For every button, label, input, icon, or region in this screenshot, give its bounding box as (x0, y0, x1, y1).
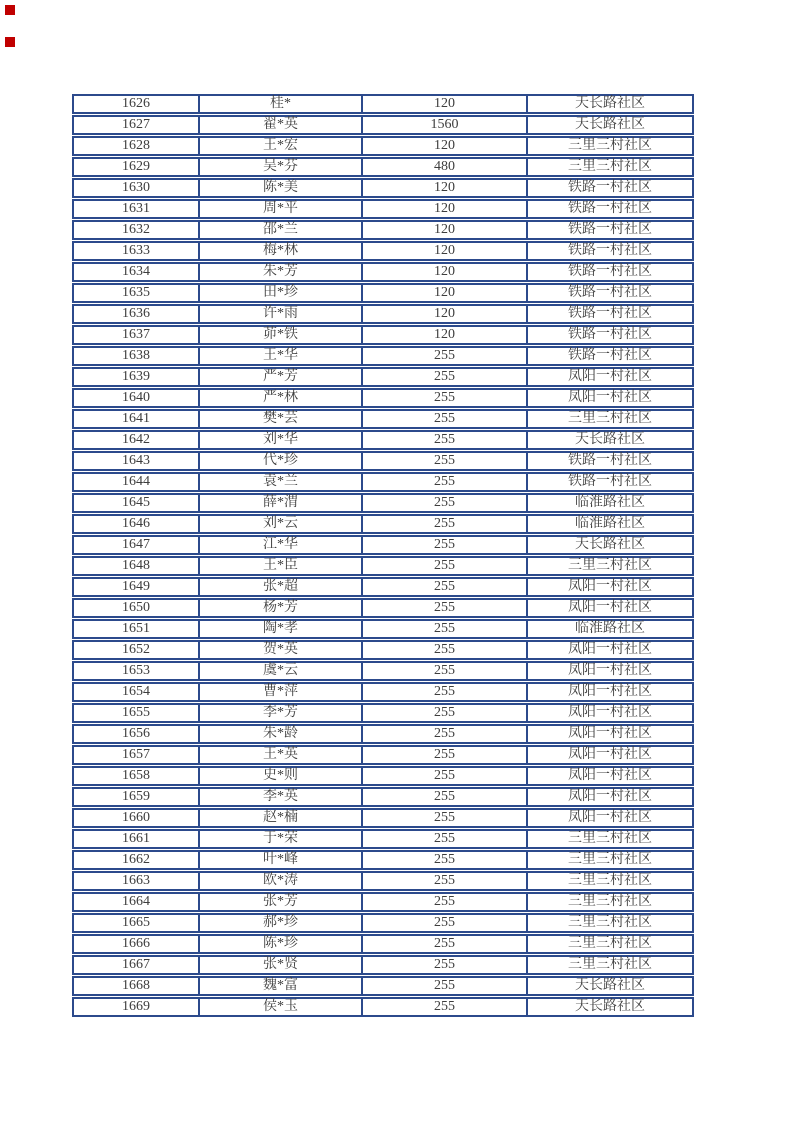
beneficiary-table (72, 94, 694, 1018)
cell-community: 三里三村社区 (568, 138, 652, 153)
cell-amount: 255 (363, 642, 528, 658)
cell-serial: 1667 (74, 957, 200, 973)
cell-amount: 255 (363, 621, 528, 637)
cell-name: 李*英 (200, 789, 363, 805)
cell-amount: 120 (363, 264, 528, 280)
cell-community: 临淮路社区 (575, 495, 645, 510)
cell-name: 侯*玉 (200, 999, 363, 1015)
cell-name: 江*华 (200, 537, 363, 553)
cell-name: 严*林 (200, 390, 363, 406)
cell-name: 贺*英 (200, 642, 363, 658)
cell-amount: 255 (363, 873, 528, 889)
cell-name: 张*芳 (200, 894, 363, 910)
cell-serial: 1633 (74, 243, 200, 259)
cell-community: 天长路社区 (575, 117, 645, 132)
cell-name: 史*则 (200, 768, 363, 784)
cell-serial: 1635 (74, 285, 200, 301)
cell-serial: 1643 (74, 453, 200, 469)
cell-community: 天长路社区 (575, 537, 645, 552)
cell-amount: 255 (363, 684, 528, 700)
cell-serial: 1639 (74, 369, 200, 385)
table-row (72, 976, 694, 996)
cell-serial: 1650 (74, 600, 200, 616)
cell-name: 代*珍 (200, 453, 363, 469)
cell-community: 铁路一村社区 (568, 453, 652, 468)
table-row (72, 430, 694, 450)
cell-amount: 120 (363, 96, 528, 112)
cell-amount: 120 (363, 327, 528, 343)
cell-serial: 1655 (74, 705, 200, 721)
cell-community: 三里三村社区 (568, 558, 652, 573)
table-row (72, 136, 694, 156)
cell-name: 刘*云 (200, 516, 363, 532)
cell-amount: 255 (363, 579, 528, 595)
cell-amount: 255 (363, 810, 528, 826)
cell-community: 凤阳一村社区 (568, 369, 652, 384)
table-row (72, 892, 694, 912)
cell-serial: 1640 (74, 390, 200, 406)
table-row (72, 934, 694, 954)
cell-name: 樊*芸 (200, 411, 363, 427)
cell-amount: 255 (363, 831, 528, 847)
cell-serial: 1664 (74, 894, 200, 910)
cell-name: 王*臣 (200, 558, 363, 574)
red-mark-icon (5, 5, 15, 15)
table-row (72, 871, 694, 891)
cell-name: 郝*珍 (200, 915, 363, 931)
table-row (72, 766, 694, 786)
cell-serial: 1645 (74, 495, 200, 511)
cell-name: 王*英 (200, 747, 363, 763)
cell-amount: 255 (363, 894, 528, 910)
table-row (72, 787, 694, 807)
cell-amount: 255 (363, 747, 528, 763)
cell-name: 陈*珍 (200, 936, 363, 952)
table-row (72, 619, 694, 639)
cell-serial: 1659 (74, 789, 200, 805)
cell-community: 凤阳一村社区 (568, 810, 652, 825)
table-row (72, 409, 694, 429)
cell-amount: 255 (363, 663, 528, 679)
table-row (72, 577, 694, 597)
cell-amount: 255 (363, 558, 528, 574)
cell-community: 三里三村社区 (568, 831, 652, 846)
table-row (72, 115, 694, 135)
cell-community: 凤阳一村社区 (568, 642, 652, 657)
cell-name: 赵*楠 (200, 810, 363, 826)
cell-serial: 1649 (74, 579, 200, 595)
cell-name: 梅*林 (200, 243, 363, 259)
cell-serial: 1638 (74, 348, 200, 364)
cell-serial: 1665 (74, 915, 200, 931)
cell-community: 凤阳一村社区 (568, 768, 652, 783)
cell-amount: 255 (363, 789, 528, 805)
cell-serial: 1627 (74, 117, 200, 133)
cell-amount: 255 (363, 369, 528, 385)
table-row (72, 472, 694, 492)
cell-serial: 1668 (74, 978, 200, 994)
cell-community: 临淮路社区 (575, 516, 645, 531)
cell-amount: 255 (363, 768, 528, 784)
cell-name: 茆*铁 (200, 327, 363, 343)
cell-serial: 1626 (74, 96, 200, 112)
cell-name: 王*宏 (200, 138, 363, 154)
cell-name: 翟*英 (200, 117, 363, 133)
cell-serial: 1636 (74, 306, 200, 322)
cell-serial: 1637 (74, 327, 200, 343)
cell-serial: 1646 (74, 516, 200, 532)
cell-name: 吴*芬 (200, 159, 363, 175)
cell-community: 临淮路社区 (575, 621, 645, 636)
cell-community: 三里三村社区 (568, 852, 652, 867)
cell-amount: 120 (363, 243, 528, 259)
table-row (72, 241, 694, 261)
cell-amount: 255 (363, 432, 528, 448)
cell-name: 严*芳 (200, 369, 363, 385)
cell-serial: 1656 (74, 726, 200, 742)
cell-amount: 120 (363, 201, 528, 217)
cell-community: 凤阳一村社区 (568, 789, 652, 804)
cell-community: 凤阳一村社区 (568, 684, 652, 699)
cell-serial: 1653 (74, 663, 200, 679)
cell-serial: 1652 (74, 642, 200, 658)
table-row (72, 829, 694, 849)
table-row (72, 493, 694, 513)
table-row (72, 808, 694, 828)
cell-community: 凤阳一村社区 (568, 747, 652, 762)
cell-serial: 1632 (74, 222, 200, 238)
cell-serial: 1666 (74, 936, 200, 952)
cell-name: 陈*美 (200, 180, 363, 196)
cell-serial: 1661 (74, 831, 200, 847)
cell-community: 铁路一村社区 (568, 306, 652, 321)
cell-community: 天长路社区 (575, 96, 645, 111)
cell-amount: 255 (363, 453, 528, 469)
table-row (72, 661, 694, 681)
cell-serial: 1647 (74, 537, 200, 553)
table-row (72, 220, 694, 240)
table-row (72, 451, 694, 471)
table-row (72, 640, 694, 660)
cell-community: 三里三村社区 (568, 411, 652, 426)
cell-name: 王*华 (200, 348, 363, 364)
table-row (72, 367, 694, 387)
cell-community: 凤阳一村社区 (568, 390, 652, 405)
cell-name: 袁*兰 (200, 474, 363, 490)
cell-name: 朱*龄 (200, 726, 363, 742)
cell-name: 杨*芳 (200, 600, 363, 616)
cell-community: 天长路社区 (575, 978, 645, 993)
cell-community: 三里三村社区 (568, 957, 652, 972)
cell-serial: 1630 (74, 180, 200, 196)
table-row (72, 262, 694, 282)
cell-community: 天长路社区 (575, 999, 645, 1014)
table-row (72, 346, 694, 366)
cell-name: 魏*富 (200, 978, 363, 994)
cell-community: 三里三村社区 (568, 915, 652, 930)
table-row (72, 913, 694, 933)
cell-name: 田*珍 (200, 285, 363, 301)
table-row (72, 955, 694, 975)
cell-community: 凤阳一村社区 (568, 726, 652, 741)
cell-amount: 1560 (363, 117, 528, 133)
cell-name: 李*芳 (200, 705, 363, 721)
cell-serial: 1657 (74, 747, 200, 763)
table-row (72, 535, 694, 555)
cell-community: 三里三村社区 (568, 159, 652, 174)
cell-community: 三里三村社区 (568, 873, 652, 888)
cell-community: 三里三村社区 (568, 894, 652, 909)
cell-amount: 255 (363, 852, 528, 868)
cell-community: 铁路一村社区 (568, 243, 652, 258)
cell-community: 铁路一村社区 (568, 201, 652, 216)
table-row (72, 703, 694, 723)
cell-serial: 1629 (74, 159, 200, 175)
cell-amount: 255 (363, 537, 528, 553)
table-row (72, 94, 694, 114)
cell-amount: 120 (363, 138, 528, 154)
table-row (72, 850, 694, 870)
cell-community: 铁路一村社区 (568, 327, 652, 342)
cell-name: 叶*峰 (200, 852, 363, 868)
table-row (72, 724, 694, 744)
cell-serial: 1658 (74, 768, 200, 784)
cell-serial: 1641 (74, 411, 200, 427)
cell-serial: 1663 (74, 873, 200, 889)
cell-community: 铁路一村社区 (568, 180, 652, 195)
cell-name: 于*荣 (200, 831, 363, 847)
table-row (72, 514, 694, 534)
cell-name: 周*平 (200, 201, 363, 217)
cell-amount: 255 (363, 957, 528, 973)
table-row (72, 682, 694, 702)
cell-name: 刘*华 (200, 432, 363, 448)
cell-name: 张*超 (200, 579, 363, 595)
table-row (72, 199, 694, 219)
cell-serial: 1642 (74, 432, 200, 448)
cell-serial: 1662 (74, 852, 200, 868)
cell-amount: 480 (363, 159, 528, 175)
cell-community: 三里三村社区 (568, 936, 652, 951)
table-row (72, 325, 694, 345)
table-row (72, 745, 694, 765)
cell-community: 铁路一村社区 (568, 348, 652, 363)
cell-amount: 120 (363, 222, 528, 238)
cell-amount: 255 (363, 495, 528, 511)
cell-amount: 255 (363, 978, 528, 994)
cell-serial: 1631 (74, 201, 200, 217)
cell-name: 薛*渭 (200, 495, 363, 511)
cell-amount: 120 (363, 180, 528, 196)
cell-serial: 1669 (74, 999, 200, 1015)
table-row (72, 304, 694, 324)
cell-name: 欧*涛 (200, 873, 363, 889)
cell-amount: 255 (363, 411, 528, 427)
table-row (72, 556, 694, 576)
table-row (72, 157, 694, 177)
red-mark-icon (5, 37, 15, 47)
cell-amount: 255 (363, 348, 528, 364)
table-row (72, 178, 694, 198)
cell-amount: 255 (363, 999, 528, 1015)
cell-serial: 1634 (74, 264, 200, 280)
cell-name: 曹*萍 (200, 684, 363, 700)
cell-community: 凤阳一村社区 (568, 600, 652, 615)
cell-amount: 255 (363, 726, 528, 742)
cell-amount: 255 (363, 516, 528, 532)
cell-serial: 1654 (74, 684, 200, 700)
table-row (72, 283, 694, 303)
cell-amount: 255 (363, 705, 528, 721)
cell-name: 陶*孝 (200, 621, 363, 637)
cell-community: 天长路社区 (575, 432, 645, 447)
cell-name: 虞*云 (200, 663, 363, 679)
cell-amount: 255 (363, 474, 528, 490)
cell-community: 凤阳一村社区 (568, 663, 652, 678)
cell-community: 铁路一村社区 (568, 285, 652, 300)
cell-amount: 255 (363, 390, 528, 406)
cell-community: 凤阳一村社区 (568, 705, 652, 720)
cell-amount: 120 (363, 306, 528, 322)
table-row (72, 997, 694, 1017)
cell-name: 许*雨 (200, 306, 363, 322)
cell-serial: 1648 (74, 558, 200, 574)
cell-amount: 120 (363, 285, 528, 301)
table-row (72, 598, 694, 618)
cell-amount: 255 (363, 936, 528, 952)
table-row (72, 388, 694, 408)
cell-name: 邵*兰 (200, 222, 363, 238)
cell-serial: 1660 (74, 810, 200, 826)
cell-community: 铁路一村社区 (568, 474, 652, 489)
cell-community: 铁路一村社区 (568, 264, 652, 279)
cell-community: 铁路一村社区 (568, 222, 652, 237)
cell-amount: 255 (363, 915, 528, 931)
cell-community: 凤阳一村社区 (568, 579, 652, 594)
cell-serial: 1644 (74, 474, 200, 490)
cell-name: 张*贤 (200, 957, 363, 973)
cell-name: 朱*芳 (200, 264, 363, 280)
cell-name: 桂* (200, 96, 363, 112)
cell-serial: 1628 (74, 138, 200, 154)
cell-serial: 1651 (74, 621, 200, 637)
cell-amount: 255 (363, 600, 528, 616)
